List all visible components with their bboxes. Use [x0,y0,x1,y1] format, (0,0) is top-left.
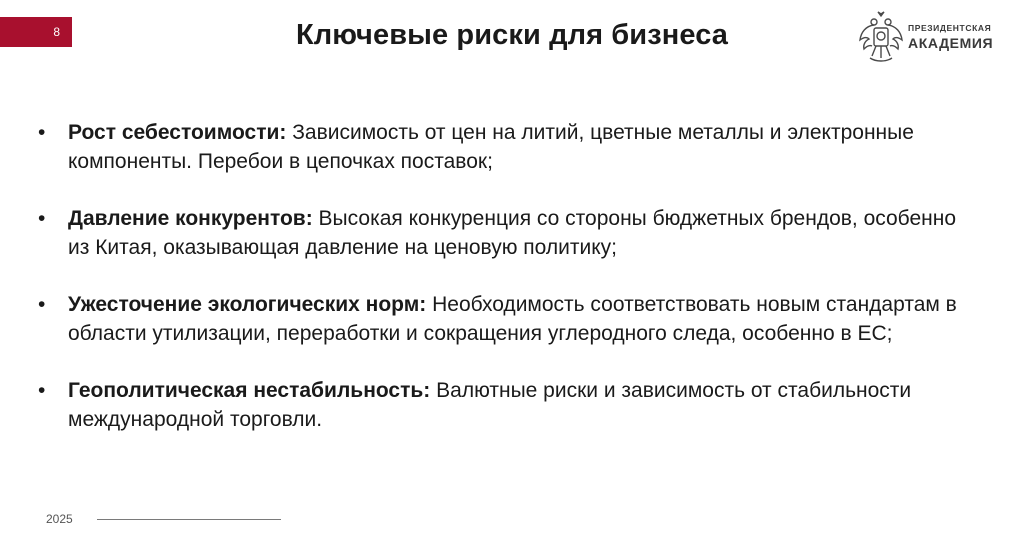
page-number: 8 [53,25,60,39]
bullet-text: Необходимость соответствовать новым стандартам в области утилизации, переработки и сокращения углеродного следа, особенно в ЕС; [68,293,957,345]
footer-divider [97,519,281,520]
list-item [38,290,978,348]
bullet-term: Рост себестоимости: [68,121,287,144]
bullet-term: Ужесточение экологических норм: [68,293,427,316]
bullet-icon: • [38,379,46,402]
bullet-term: Геополитическая нестабильность: [68,379,431,402]
bullet-text: Зависимость от цен на литий, цветные металлы и электронные компоненты. Перебои в цепочках поставок; [68,121,914,173]
logo-line-2: АКАДЕМИЯ [908,34,994,51]
bullet-text: Высокая конкуренция со стороны бюджетных брендов, особенно из Китая, оказывающая давление на ценовую политику; [68,207,957,259]
list-item [38,376,978,434]
risk-list [38,118,978,462]
list-item [38,118,978,176]
bullet-term: Давление конкурентов: [68,207,313,230]
double-headed-eagle-icon [858,10,904,64]
logo-line-1: ПРЕЗИДЕНТСКАЯ [908,23,992,34]
bullet-icon: • [38,207,46,230]
bullet-icon: • [38,121,46,144]
list-item [38,204,978,262]
academy-logo [858,8,1008,66]
bullet-icon: • [38,293,46,316]
footer-year: 2025 [46,512,73,526]
bullet-text: Валютные риски и зависимость от стабильности международной торговли. [68,379,912,431]
slide-title: Ключевые риски для бизнеса [295,19,729,51]
